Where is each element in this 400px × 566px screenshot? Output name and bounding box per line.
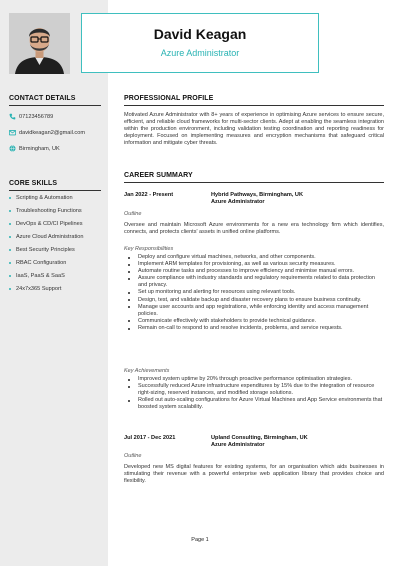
job-1-company xyxy=(211,192,303,206)
header-box xyxy=(81,13,319,73)
profile-photo xyxy=(9,13,70,74)
profile-text: Motivated Azure Administrator with 8+ years of experience in optimising Azure services to ensure secure, efficient, and reliable cloud frameworks for multi-sector clients. Adept at enabling the seamless integration within the production environment, including validation testing coordination and reporting readiness for deployment. Focused on implementing measures and encryption mechanisms that safeguard critical information and mitigate cyber threats. xyxy=(124,112,384,147)
list-item: Assure compliance with industry standards and regulatory requirements related to data protection and privacy. xyxy=(124,275,384,289)
bullet-icon xyxy=(9,210,11,212)
job-1-achievements-label: Key Achievements xyxy=(124,368,170,374)
job-2-company-name: Upland Consulting, Birmingham, UK xyxy=(211,435,308,441)
candidate-name: David Keagan xyxy=(153,26,247,42)
list-item: Rolled out auto-scaling configurations for Azure Virtual Machines and App Service environments that boosted system scalability. xyxy=(124,397,384,411)
job-2-outline-label: Outline xyxy=(124,453,142,459)
list-item: Manage user accounts and app registrations, while enforcing identity and access management policies. xyxy=(124,304,384,318)
contact-divider xyxy=(9,105,101,106)
list-item: Improved system uptime by 20% through proactive performance optimisation strategies. xyxy=(124,376,384,383)
bullet-icon xyxy=(9,262,11,264)
profile-photo-image xyxy=(9,13,70,74)
skill-label: Best Security Principles xyxy=(16,247,75,253)
list-item: Successfully reduced Azure infrastructure expenditures by 15% due to the integration of resource right-sizing, reserved instances, and modified storage solutions. xyxy=(124,383,384,397)
skill-item xyxy=(9,195,73,201)
bullet-icon xyxy=(9,197,11,199)
profile-heading: PROFESSIONAL PROFILE xyxy=(124,95,214,102)
list-item: Deploy and configure virtual machines, networks, and other components. xyxy=(124,254,384,261)
bullet-icon xyxy=(9,249,11,251)
list-item: Set up monitoring and alerting for resources using relevant tools. xyxy=(124,289,384,296)
list-item: Design, test, and validate backup and disaster recovery plans to ensure business continuity. xyxy=(124,297,384,304)
location-text: Birmingham, UK xyxy=(19,145,60,152)
skill-label: 24x7x365 Support xyxy=(16,286,62,292)
skill-label: RBAC Configuration xyxy=(16,260,67,266)
skill-label: Troubleshooting Functions xyxy=(16,208,82,214)
skill-item xyxy=(9,247,75,253)
email-icon xyxy=(9,129,16,136)
job-1-responsibilities-label: Key Responsibilities xyxy=(124,246,174,252)
job-title: Azure Administrator xyxy=(160,48,240,58)
bullet-icon xyxy=(9,275,11,277)
job-1-responsibilities xyxy=(124,254,384,332)
skills-divider xyxy=(9,190,101,191)
job-1-achievements xyxy=(124,376,384,411)
skill-item xyxy=(9,260,66,266)
bullet-icon xyxy=(9,236,11,238)
contact-email xyxy=(9,129,85,136)
bullet-icon xyxy=(9,223,11,225)
skill-item xyxy=(9,221,83,227)
sidebar xyxy=(0,0,108,566)
job-2-company xyxy=(211,435,308,449)
list-item: Implement ARM templates for provisioning, as well as various security measures. xyxy=(124,261,384,268)
list-item: Remain on-call to respond to and resolve incidents, problems, and service requests. xyxy=(124,325,384,332)
skill-item xyxy=(9,273,65,279)
job-1-role: Azure Administrator xyxy=(211,199,265,205)
list-item: Automate routine tasks and processes to improve efficiency and minimise manual errors. xyxy=(124,268,384,275)
career-divider xyxy=(124,182,384,183)
bullet-icon xyxy=(9,288,11,290)
job-2-role: Azure Administrator xyxy=(211,442,265,448)
email-text: davidkeagan2@gmail.com xyxy=(19,129,86,136)
page-number: Page 1 xyxy=(191,537,209,543)
list-item: Communicate effectively with stakeholders to provide technical guidance. xyxy=(124,318,384,325)
phone-text: 07123456789 xyxy=(19,113,54,120)
contact-phone xyxy=(9,113,53,120)
profile-divider xyxy=(124,105,384,106)
skill-item xyxy=(9,234,83,240)
skill-label: DevOps & CD/CI Pipelines xyxy=(16,221,83,227)
skills-heading: CORE SKILLS xyxy=(9,180,58,187)
job-1-outline: Oversee and maintain Microsoft Azure environments for a new era technology firm which identifies, connects, and protects clients' assets in unified online platforms. xyxy=(124,222,384,236)
contact-location xyxy=(9,145,60,152)
career-heading: CAREER SUMMARY xyxy=(124,172,193,179)
skill-label: IaaS, PaaS & SaaS xyxy=(16,273,65,279)
job-2-dates: Jul 2017 - Dec 2021 xyxy=(124,435,176,441)
job-1-company-name: Hybrid Pathways, Birmingham, UK xyxy=(211,192,304,198)
phone-icon xyxy=(9,113,16,120)
skill-label: Azure Cloud Administration xyxy=(16,234,84,240)
job-2-outline: Developed new MS digital features for existing systems, for an organisation which aids businesses in stimulating their revenue with a powerful enterprise web application library that provides choice and flexibility. xyxy=(124,464,384,485)
skill-label: Scripting & Automation xyxy=(16,195,73,201)
job-1-outline-label: Outline xyxy=(124,211,142,217)
globe-icon xyxy=(9,145,16,152)
job-1-dates: Jan 2022 - Present xyxy=(124,192,174,198)
skill-item xyxy=(9,286,61,292)
contact-heading: CONTACT DETAILS xyxy=(9,95,76,102)
skill-item xyxy=(9,208,82,214)
